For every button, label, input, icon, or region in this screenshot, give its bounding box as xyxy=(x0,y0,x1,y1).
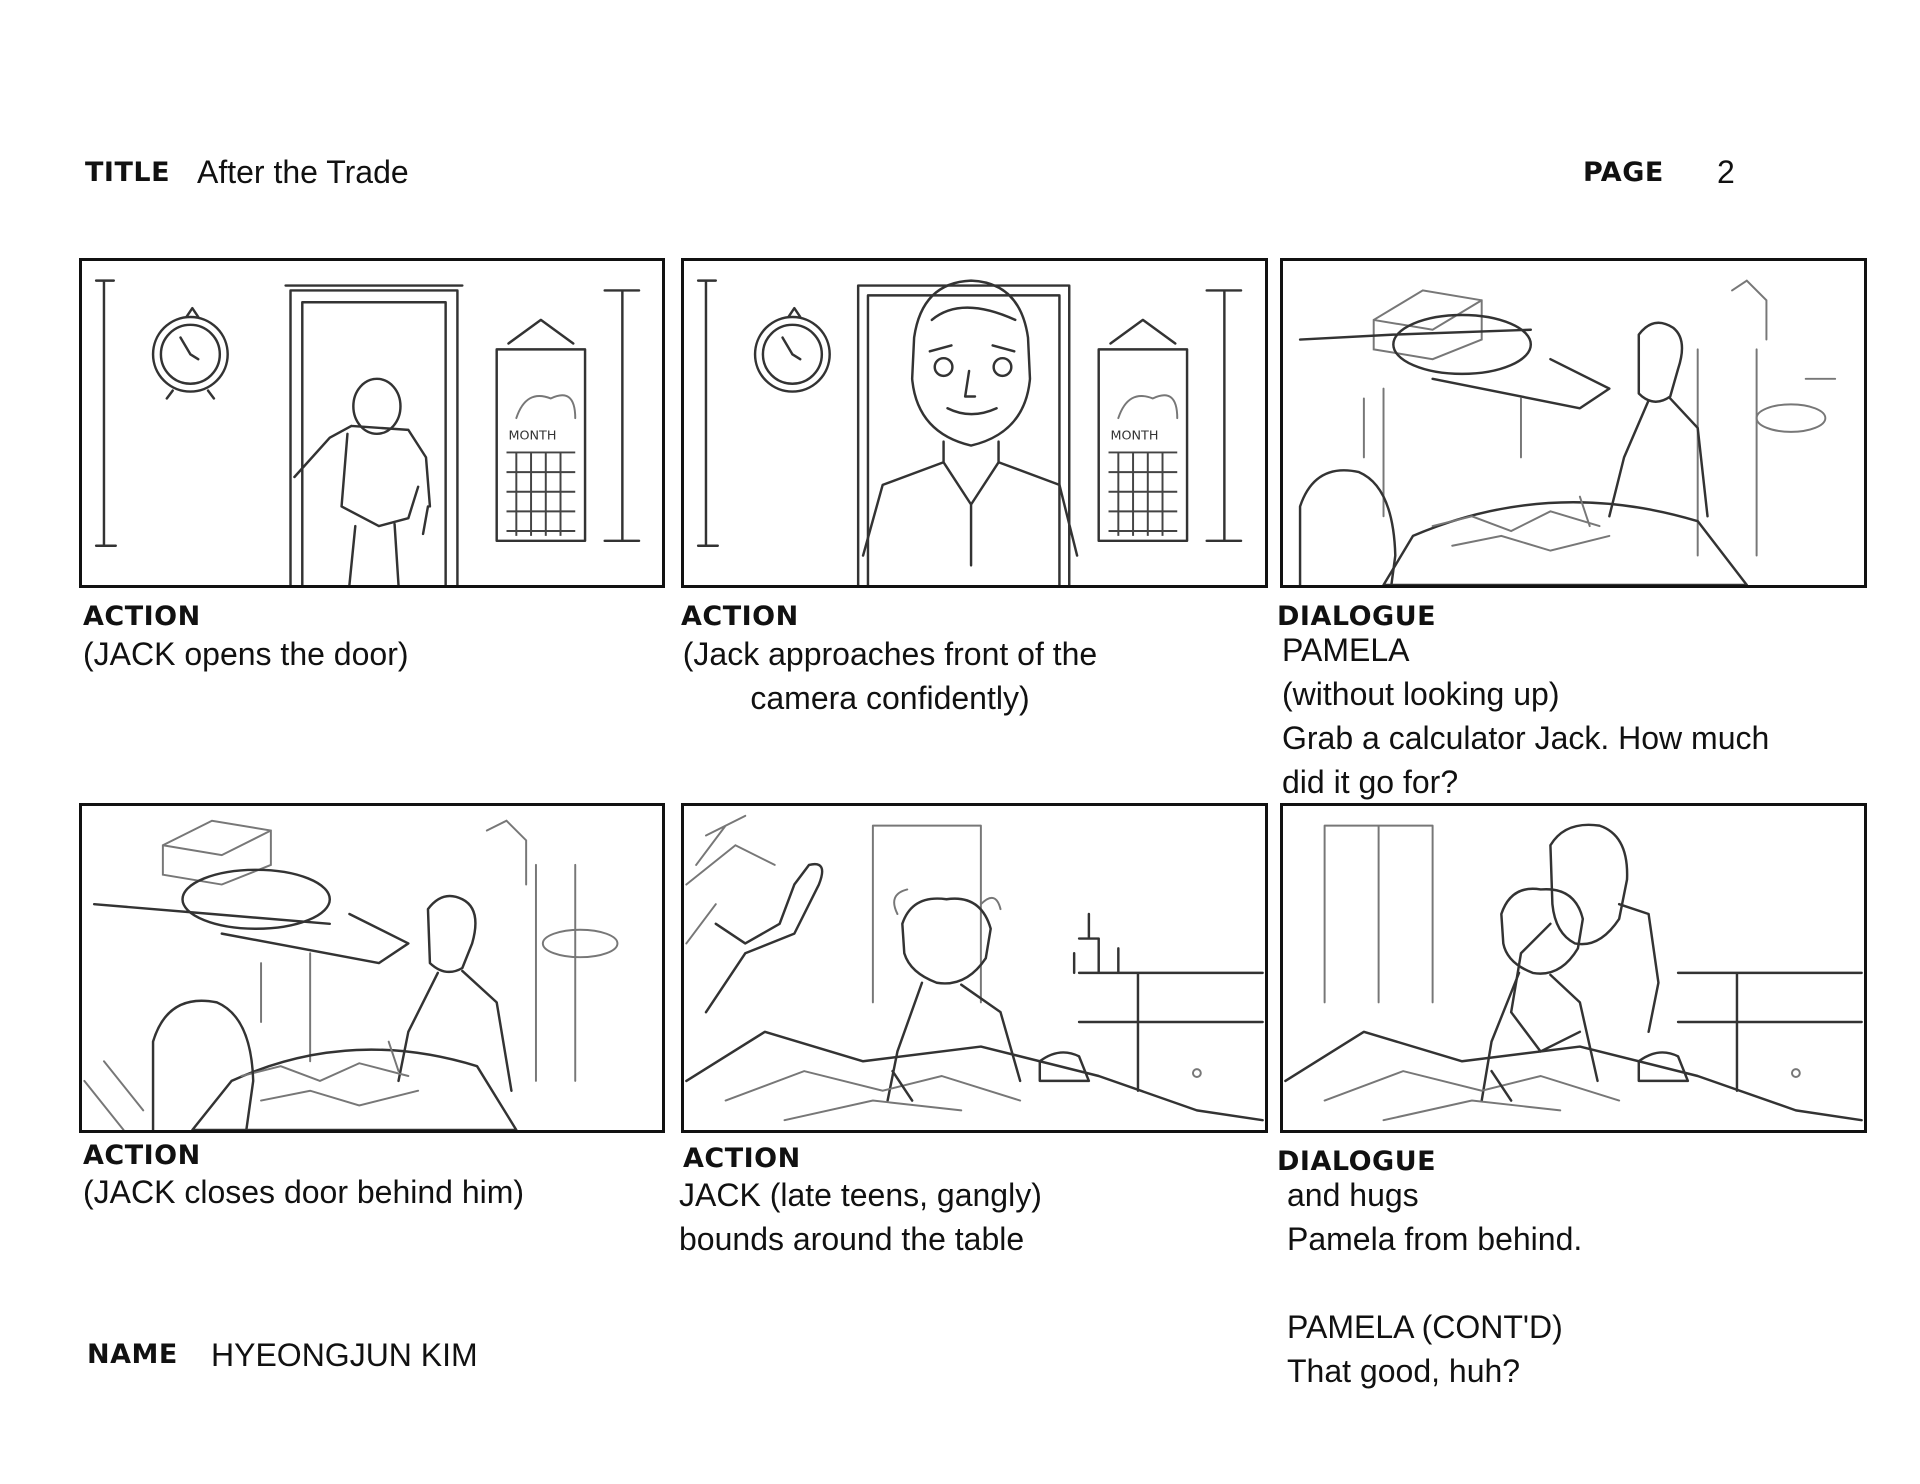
panel-5-text: JACK (late teens, gangly) bounds around the table xyxy=(679,1177,1042,1257)
storyboard-panel-3 xyxy=(1280,258,1867,588)
storyboard-panel-4 xyxy=(79,803,665,1133)
name-label: NAME xyxy=(87,1339,178,1370)
storyboard-panel-5 xyxy=(681,803,1268,1133)
panel-1-sketch xyxy=(82,261,662,585)
panel-4-text: (JACK closes door behind him) xyxy=(83,1174,525,1210)
panel-1-text: (JACK opens the door) xyxy=(83,636,409,672)
page-number: 2 xyxy=(1717,154,1735,190)
panel-5-sketch xyxy=(684,806,1265,1130)
panel-6-text: and hugs Pamela from behind. PAMELA (CONT'D) That good, huh? xyxy=(1287,1177,1583,1389)
page-label: PAGE xyxy=(1583,157,1664,188)
panel-1-label: ACTION xyxy=(83,601,201,632)
panel-2-label: ACTION xyxy=(681,601,799,632)
storyboard-panel-6 xyxy=(1280,803,1867,1133)
panel-2-text-line-2: camera confidently) xyxy=(750,680,1030,716)
panel-3-text: PAMELA (without looking up) Grab a calculator Jack. How much did it go for? xyxy=(1282,632,1770,800)
panel-6-sketch xyxy=(1283,806,1864,1130)
title-label: TITLE xyxy=(85,157,171,188)
panel-4-sketch xyxy=(82,806,662,1130)
panel-5-label: ACTION xyxy=(683,1143,801,1174)
storyboard-panel-1 xyxy=(79,258,665,588)
panel-6-label: DIALOGUE xyxy=(1277,1146,1437,1177)
panel-3-label: DIALOGUE xyxy=(1277,601,1437,632)
storyboard-panel-2 xyxy=(681,258,1268,588)
panel-4-label: ACTION xyxy=(83,1140,201,1171)
name-value: HYEONGJUN KIM xyxy=(211,1337,478,1373)
calendar-text: MONTH xyxy=(1110,428,1159,444)
panel-3-sketch xyxy=(1283,261,1864,585)
title-value: After the Trade xyxy=(197,154,409,190)
calendar-text: MONTH xyxy=(508,428,557,444)
panel-2-text-line-1: (Jack approaches front of the xyxy=(682,636,1098,672)
panel-2-sketch xyxy=(684,261,1265,585)
